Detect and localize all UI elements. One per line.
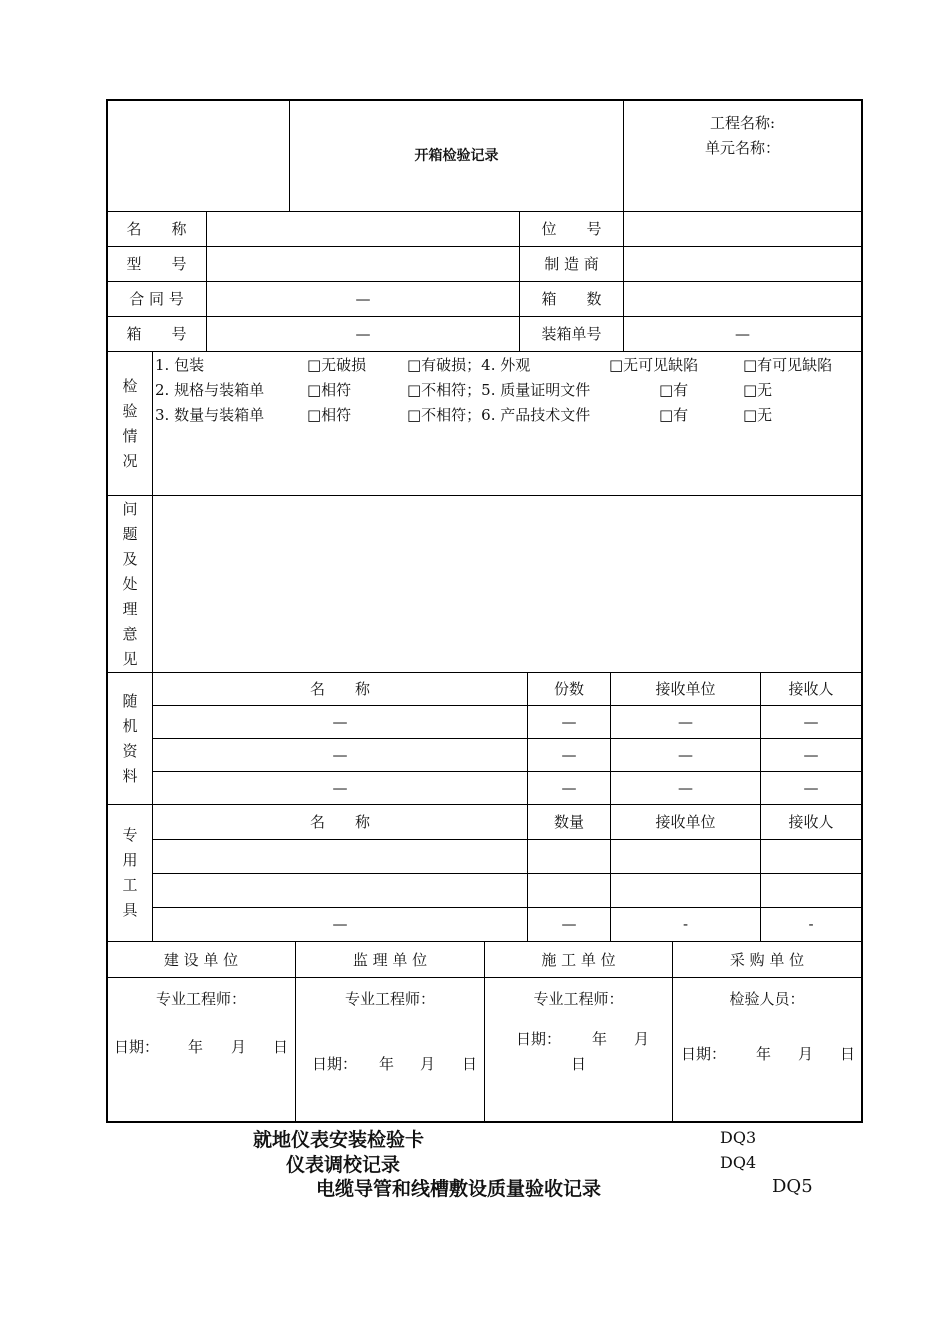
tools-label: 专用工具 xyxy=(122,826,138,919)
day-label: 日 xyxy=(840,1045,856,1063)
inspection-label: 检验情况 xyxy=(122,377,138,470)
tool-receiver-unit-cell[interactable]: - xyxy=(682,915,689,933)
documents-label: 随机资料 xyxy=(122,692,138,785)
doc-name-cell[interactable]: — xyxy=(332,713,348,731)
doc-copies-header: 份数 xyxy=(553,680,584,698)
spec-item: 2. 规格与装箱单 xyxy=(155,381,265,399)
defect-checkbox[interactable]: □有可见缺陷 xyxy=(743,356,833,374)
owner-unit-header: 建 设 单 位 xyxy=(163,951,239,969)
no-defect-checkbox[interactable]: □无可见缺陷 xyxy=(609,356,699,374)
tool-receiver-cell[interactable]: - xyxy=(808,915,814,933)
doc-receiver-cell[interactable]: — xyxy=(803,779,819,797)
doc-copies-cell[interactable]: — xyxy=(561,746,577,764)
box-number-label: 箱 号 xyxy=(126,325,187,343)
day-label: 日 xyxy=(462,1055,478,1073)
contractor-engineer-label: 专业工程师： xyxy=(533,990,624,1008)
month-label: 月 xyxy=(634,1030,650,1048)
month-label: 月 xyxy=(798,1045,814,1063)
tool-quantity-cell[interactable]: — xyxy=(561,915,577,933)
damaged-checkbox[interactable]: □有破损；4. 外观 xyxy=(407,356,531,374)
tool-receiver-unit-header: 接收单位 xyxy=(655,813,716,831)
certificate-no-checkbox[interactable]: □无 xyxy=(743,381,773,399)
footer-code: DQ5 xyxy=(772,1176,813,1197)
spec-match-checkbox[interactable]: □相符 xyxy=(307,381,352,399)
footer-code: DQ3 xyxy=(720,1128,757,1147)
doc-receiver-unit-cell[interactable]: — xyxy=(678,746,693,764)
footer-code: DQ4 xyxy=(720,1153,757,1172)
date-label: 日期： xyxy=(681,1045,727,1063)
model-label: 型 号 xyxy=(126,255,187,273)
inspector-label: 检验人员： xyxy=(729,990,805,1008)
purchasing-unit-header: 采 购 单 位 xyxy=(729,951,805,969)
year-label: 年 xyxy=(592,1030,608,1048)
name-label: 名 称 xyxy=(126,220,187,238)
packing-list-value[interactable]: — xyxy=(735,325,750,343)
quantity-mismatch-checkbox[interactable]: □不相符；6. 产品技术文件 xyxy=(407,406,591,424)
date-label: 日期： xyxy=(114,1038,160,1056)
problems-label: 问题及处理意见 xyxy=(122,500,138,668)
doc-name-cell[interactable]: — xyxy=(332,746,348,764)
supervisor-unit-header: 监 理 单 位 xyxy=(352,951,428,969)
supervisor-engineer-label: 专业工程师： xyxy=(344,990,435,1008)
packing-list-label: 装箱单号 xyxy=(541,325,602,343)
month-label: 月 xyxy=(420,1055,436,1073)
day-label: 日 xyxy=(273,1038,289,1056)
doc-name-header: 名 称 xyxy=(309,680,370,698)
doc-copies-cell[interactable]: — xyxy=(561,713,577,731)
box-number-value[interactable]: — xyxy=(355,325,371,343)
month-label: 月 xyxy=(231,1038,247,1056)
doc-copies-cell[interactable]: — xyxy=(561,779,577,797)
contract-number-value[interactable]: — xyxy=(355,290,371,308)
contract-number-label: 合 同 号 xyxy=(129,290,184,308)
packaging-item: 1. 包装 xyxy=(155,356,205,374)
date-label: 日期： xyxy=(516,1030,562,1048)
problems-field[interactable] xyxy=(153,496,861,672)
doc-receiver-cell[interactable]: — xyxy=(803,746,819,764)
tool-name-cell[interactable]: — xyxy=(332,915,348,933)
doc-receiver-cell[interactable]: — xyxy=(803,713,819,731)
year-label: 年 xyxy=(756,1045,772,1063)
manufacturer-label: 制 造 商 xyxy=(544,255,599,273)
doc-receiver-header: 接收人 xyxy=(788,680,834,698)
tool-name-header: 名 称 xyxy=(309,813,370,831)
tool-receiver-header: 接收人 xyxy=(788,813,834,831)
form-title: 开箱检验记录 xyxy=(414,148,499,164)
date-label: 日期： xyxy=(312,1055,358,1073)
footer-title: 仪表调校记录 xyxy=(286,1154,401,1176)
tool-quantity-header: 数量 xyxy=(553,813,584,831)
contractor-unit-header: 施 工 单 位 xyxy=(541,951,616,969)
doc-receiver-unit-header: 接收单位 xyxy=(655,680,716,698)
quantity-match-checkbox[interactable]: □相符 xyxy=(307,406,352,424)
tech-doc-no-checkbox[interactable]: □无 xyxy=(743,406,773,424)
spec-mismatch-checkbox[interactable]: □不相符；5. 质量证明文件 xyxy=(407,381,591,399)
undamaged-checkbox[interactable]: □无破损 xyxy=(307,356,367,374)
footer-title: 电缆导管和线槽敷设质量验收记录 xyxy=(316,1178,602,1200)
quantity-item: 3. 数量与装箱单 xyxy=(155,406,265,424)
owner-engineer-label: 专业工程师： xyxy=(155,990,246,1008)
tech-doc-yes-checkbox[interactable]: □有 xyxy=(659,406,689,424)
unit-name-label: 单元名称： xyxy=(704,139,780,157)
doc-name-cell[interactable]: — xyxy=(332,779,348,797)
tag-number-label: 位 号 xyxy=(541,220,602,238)
day-label: 日 xyxy=(571,1055,587,1073)
certificate-yes-checkbox[interactable]: □有 xyxy=(659,381,689,399)
doc-receiver-unit-cell[interactable]: — xyxy=(678,713,693,731)
year-label: 年 xyxy=(379,1055,395,1073)
doc-receiver-unit-cell[interactable]: — xyxy=(678,779,693,797)
project-name-label: 工程名称: xyxy=(709,114,776,132)
footer-title: 就地仪表安装检验卡 xyxy=(253,1129,425,1151)
year-label: 年 xyxy=(188,1038,204,1056)
box-count-label: 箱 数 xyxy=(541,290,602,308)
